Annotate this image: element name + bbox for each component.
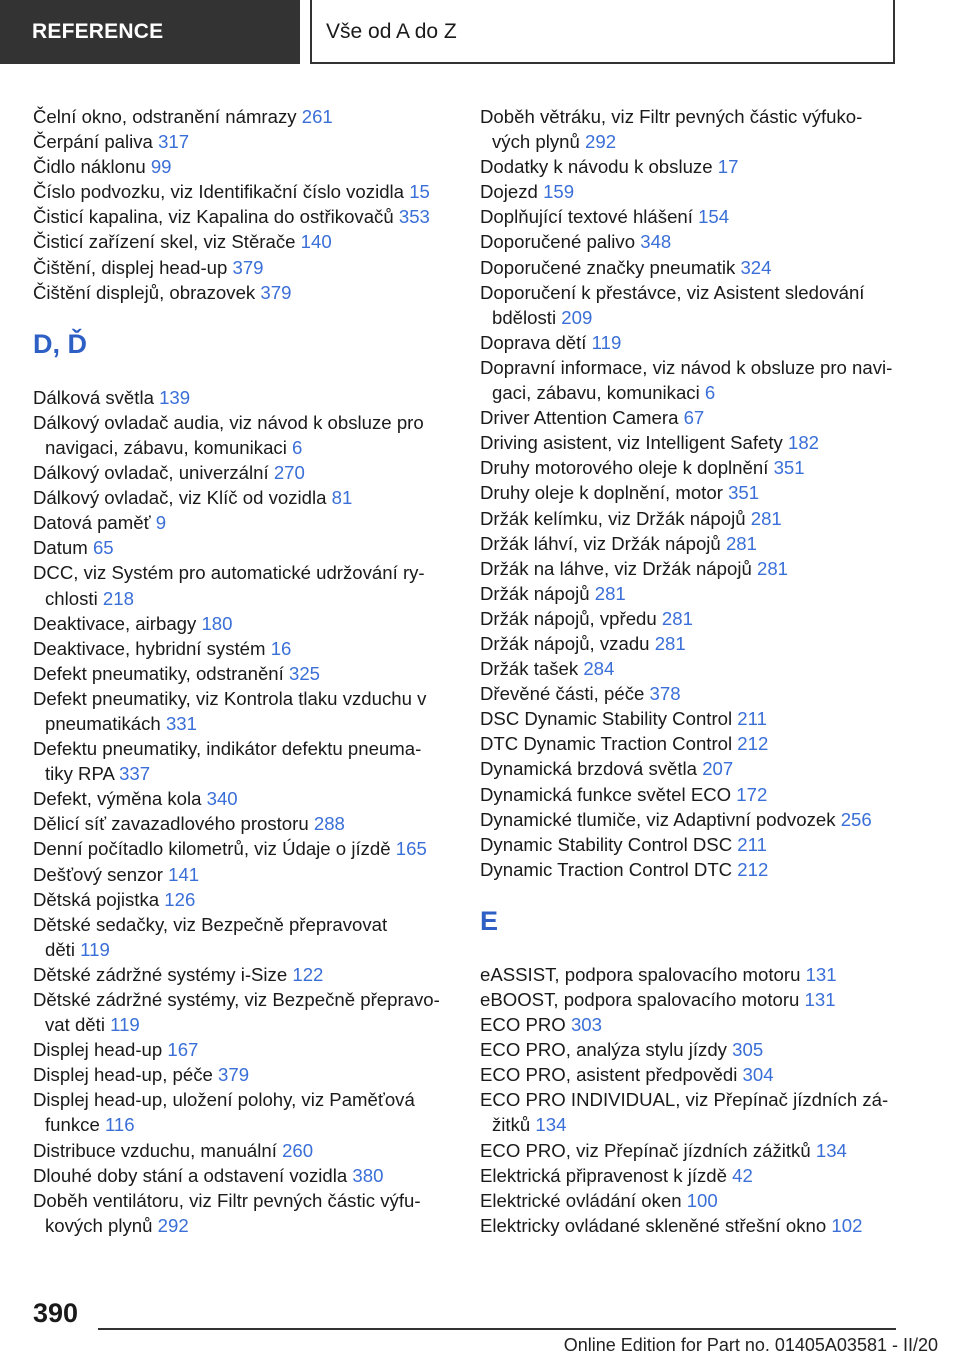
page-reference-link[interactable]: 331	[165, 712, 197, 734]
entry-text-continued: vých plynů	[492, 131, 580, 153]
index-entry	[480, 987, 910, 1012]
page-reference-link[interactable]: 379	[232, 256, 264, 278]
index-entry	[33, 204, 453, 229]
page-reference-link[interactable]: 284	[583, 658, 615, 680]
index-entry	[33, 1037, 453, 1062]
page-reference-link[interactable]: 42	[732, 1164, 753, 1186]
footer-edition: Online Edition for Part no. 01405A03581 - II/20	[563, 1335, 938, 1355]
entry-text: Čisticí zařízení skel, viz Stěrače	[33, 231, 296, 253]
entry-text-continued: chlosti	[45, 587, 98, 609]
index-entry	[480, 631, 910, 656]
entry-text: Dětská pojistka	[33, 888, 160, 910]
entry-text: Displej head-up	[33, 1039, 163, 1061]
index-entry	[480, 606, 910, 631]
page-reference-link[interactable]: 182	[787, 432, 820, 454]
entry-text: Displej head-up, péče	[33, 1064, 213, 1086]
page-reference-link[interactable]: 141	[168, 863, 200, 885]
index-entry	[480, 455, 910, 480]
index-entry	[480, 1012, 910, 1037]
index-entry	[33, 510, 453, 535]
page-reference-link[interactable]: 304	[742, 1064, 774, 1086]
index-entry	[33, 154, 453, 179]
entry-text-continued: žitků	[492, 1114, 531, 1136]
index-entry	[480, 355, 910, 405]
entry-text: Čištění displejů, obrazovek	[33, 281, 256, 303]
index-entry	[480, 229, 910, 254]
page-reference-link[interactable]: 379	[218, 1064, 250, 1086]
entry-group-d-continued	[480, 104, 910, 882]
entry-text-continued: bdělosti	[492, 306, 557, 328]
page-reference-link[interactable]: 211	[737, 708, 767, 730]
page-reference-link[interactable]: 348	[640, 231, 672, 253]
entry-text: Čisticí kapalina, viz Kapalina do ostřikovačů	[33, 206, 394, 228]
index-entry	[33, 636, 453, 661]
entry-text: Dálkový ovladač audia, viz návod k obsluze pro	[33, 411, 424, 433]
page-reference-link[interactable]: 209	[561, 306, 593, 328]
entry-text: Dělicí síť zavazadlového prostoru	[33, 813, 309, 835]
index-entry	[480, 1087, 910, 1137]
page-reference-link[interactable]: 65	[92, 537, 114, 559]
page-reference-link[interactable]: 139	[159, 386, 191, 408]
index-entry	[33, 535, 453, 560]
entry-text-continued: navigaci, zábavu, komunikaci	[45, 436, 287, 458]
page-reference-link[interactable]: 119	[80, 938, 110, 960]
index-entry	[480, 1062, 910, 1087]
entry-text: Dynamická funkce světel ECO	[480, 783, 732, 805]
page-reference-link[interactable]: 261	[301, 106, 333, 127]
page-reference-link[interactable]: 337	[119, 763, 151, 785]
entry-text-continued: děti	[45, 938, 75, 960]
entry-text: Dálkový ovladač, viz Klíč od vozidla	[33, 487, 327, 509]
page-reference-link[interactable]: 281	[756, 557, 789, 579]
index-column-left	[33, 104, 453, 1238]
page-reference-link[interactable]: 99	[150, 156, 172, 178]
index-entry	[33, 255, 453, 280]
page-reference-link[interactable]: 67	[683, 407, 705, 429]
entry-text: DCC, viz Systém pro automatické udržování ry-	[33, 562, 425, 584]
page-reference-link[interactable]: 172	[736, 783, 768, 805]
index-entry	[480, 480, 910, 505]
index-entry	[33, 887, 453, 912]
page-reference-link[interactable]: 317	[158, 131, 190, 153]
entry-text: Dynamic Traction Control DTC	[480, 858, 733, 880]
page-reference-link[interactable]: 16	[270, 637, 292, 659]
index-entry	[480, 1213, 910, 1238]
index-entry	[480, 531, 910, 556]
entry-text: Doporučené značky pneumatik	[480, 256, 736, 278]
page-reference-link[interactable]: 15	[409, 181, 430, 203]
entry-text-continued: funkce	[45, 1114, 100, 1136]
page-reference-link[interactable]: 131	[805, 963, 837, 985]
entry-text: Dojezd	[480, 181, 538, 203]
index-entry	[480, 756, 910, 781]
page-reference-link[interactable]: 340	[206, 788, 238, 810]
page-reference-link[interactable]: 351	[728, 482, 760, 504]
entry-text: Doplňující textové hlášení	[480, 206, 693, 228]
page-reference-link[interactable]: 134	[815, 1139, 847, 1161]
entry-text: Doporučení k přestávce, viz Asistent sledování	[480, 281, 865, 303]
index-entry	[480, 255, 910, 280]
index-entry	[480, 807, 910, 832]
index-entry	[33, 811, 453, 836]
entry-text: Držák tašek	[480, 658, 579, 680]
index-entry	[480, 330, 910, 355]
entry-text: Doběh větráku, viz Filtr pevných částic výfuko-	[480, 106, 863, 127]
page-reference-link[interactable]: 159	[543, 181, 575, 203]
entry-text: Dětské zádržné systémy i-Size	[33, 963, 288, 985]
page-reference-link[interactable]: 17	[717, 156, 739, 178]
index-entry	[480, 731, 910, 756]
page-reference-link[interactable]: 165	[395, 838, 427, 860]
index-entry	[480, 962, 910, 987]
entry-text: Dopravní informace, viz návod k obsluze pro navi-	[480, 356, 893, 378]
index-entry	[480, 832, 910, 857]
entry-text: Dešťový senzor	[33, 863, 163, 885]
index-entry	[33, 460, 453, 485]
entry-text: Dřevěné části, péče	[480, 683, 645, 705]
page-reference-link[interactable]: 9	[155, 512, 167, 534]
page-reference-link[interactable]: 81	[331, 487, 353, 509]
entry-text: ECO PRO, viz Přepínač jízdních zážitků	[480, 1139, 811, 1161]
entry-text: Defekt pneumatiky, odstranění	[33, 662, 284, 684]
index-entry	[33, 280, 453, 305]
index-entry	[480, 179, 910, 204]
index-entry	[33, 385, 453, 410]
index-entry	[33, 686, 453, 736]
page-reference-link[interactable]: 292	[585, 131, 617, 153]
page-reference-link[interactable]: 122	[292, 963, 324, 985]
index-entry	[33, 736, 453, 786]
index-entry	[33, 1163, 453, 1188]
index-entry	[33, 129, 453, 154]
entry-text-continued: gaci, zábavu, komunikaci	[492, 382, 700, 404]
entry-text: Defektu pneumatiky, indikátor defektu pneuma-	[33, 738, 422, 760]
index-entry	[33, 485, 453, 510]
entry-text: Dodatky k návodu k obsluze	[480, 156, 713, 178]
entry-text: Druhy motorového oleje k doplnění	[480, 457, 769, 479]
entry-text: eBOOST, podpora spalovacího motoru	[480, 989, 800, 1010]
page-reference-link[interactable]: 380	[352, 1164, 384, 1186]
entry-text: Denní počítadlo kilometrů, viz Údaje o jízdě	[33, 838, 391, 860]
index-entry	[33, 229, 453, 254]
index-entry	[480, 556, 910, 581]
index-entry	[480, 681, 910, 706]
chapter-title: Vše od A do Z	[310, 0, 895, 64]
page-reference-link[interactable]: 353	[398, 206, 430, 228]
entry-text: Čerpání paliva	[33, 131, 153, 153]
page-reference-link[interactable]: 379	[260, 281, 292, 303]
page-reference-link[interactable]: 211	[737, 833, 767, 855]
index-entry	[33, 410, 453, 460]
page-reference-link[interactable]: 218	[102, 587, 134, 609]
page-reference-link[interactable]: 351	[773, 457, 805, 479]
page-reference-link[interactable]: 292	[157, 1214, 189, 1236]
entry-text: Držák na láhve, viz Držák nápojů	[480, 557, 752, 579]
entry-text: ECO PRO, asistent předpovědi	[480, 1064, 738, 1086]
entry-text: Dynamic Stability Control DSC	[480, 833, 733, 855]
index-entry	[480, 1163, 910, 1188]
page-reference-link[interactable]: 256	[840, 808, 872, 830]
entry-text: Držák láhví, viz Držák nápojů	[480, 532, 721, 554]
entry-group-d	[33, 385, 453, 1238]
entry-text: Driver Attention Camera	[480, 407, 679, 429]
index-entry	[33, 862, 453, 887]
index-entry	[480, 280, 910, 330]
entry-text: Dálková světla	[33, 386, 154, 408]
page-number: 390	[33, 1298, 79, 1328]
entry-text: Dynamické tlumiče, viz Adaptivní podvozek	[480, 808, 836, 830]
index-entry	[33, 560, 453, 610]
entry-text: Držák nápojů	[480, 582, 590, 604]
page-reference-link[interactable]: 6	[704, 382, 716, 404]
page-header	[0, 0, 960, 66]
entry-text: Dynamická brzdová světla	[480, 758, 698, 780]
entry-text: Doprava dětí	[480, 331, 587, 353]
entry-text: eASSIST, podpora spalovacího motoru	[480, 963, 801, 985]
page-reference-link[interactable]: 281	[750, 507, 782, 529]
page-reference-link[interactable]: 305	[732, 1039, 764, 1061]
page-reference-link[interactable]: 167	[167, 1039, 199, 1061]
page-reference-link[interactable]: 100	[686, 1189, 718, 1211]
index-entry	[33, 1087, 453, 1137]
entry-text: Defekt pneumatiky, viz Kontrola tlaku vzduchu v	[33, 687, 427, 709]
index-entry	[480, 405, 910, 430]
index-entry	[480, 1037, 910, 1062]
page-reference-link[interactable]: 180	[201, 612, 233, 634]
index-entry	[33, 1062, 453, 1087]
page-reference-link[interactable]: 154	[698, 206, 730, 228]
page-reference-link[interactable]: 212	[737, 858, 769, 880]
entry-text-continued: vat děti	[45, 1014, 105, 1036]
index-entry	[480, 857, 910, 882]
page-reference-link[interactable]: 324	[740, 256, 772, 278]
entry-text: Deaktivace, airbagy	[33, 612, 197, 634]
entry-text: Elektrické ovládání oken	[480, 1189, 682, 1211]
entry-text: Elektricky ovládané skleněné střešní okno	[480, 1214, 827, 1236]
page-reference-link[interactable]: 119	[110, 1014, 140, 1036]
entry-text: Držák nápojů, vpředu	[480, 607, 657, 629]
page-reference-link[interactable]: 116	[104, 1114, 135, 1136]
page-reference-link[interactable]: 126	[164, 888, 196, 910]
index-entry	[33, 786, 453, 811]
entry-text: Elektrická připravenost k jízdě	[480, 1164, 727, 1186]
index-entry	[480, 204, 910, 229]
entry-text: Doběh ventilátoru, viz Filtr pevných částic výfu-	[33, 1189, 421, 1211]
index-entry	[480, 154, 910, 179]
entry-text: Dlouhé doby stání a odstavení vozidla	[33, 1164, 348, 1186]
entry-text: Dětské zádržné systémy, viz Bezpečně přepravo-	[33, 989, 440, 1010]
page-reference-link[interactable]: 6	[292, 436, 303, 458]
page-reference-link[interactable]: 288	[313, 813, 345, 835]
page-reference-link[interactable]: 281	[661, 607, 693, 629]
entry-text: Čištění, displej head-up	[33, 256, 228, 278]
index-entry	[480, 506, 910, 531]
entry-group-e	[480, 962, 910, 1238]
index-entry	[33, 962, 453, 987]
page-reference-link[interactable]: 140	[300, 231, 332, 253]
index-entry	[480, 782, 910, 807]
entry-text: Datová paměť	[33, 512, 151, 534]
entry-text: Displej head-up, uložení polohy, viz Paměťová	[33, 1089, 415, 1111]
page-reference-link[interactable]: 378	[649, 683, 681, 705]
entry-text: ECO PRO INDIVIDUAL, viz Přepínač jízdních zá-	[480, 1089, 889, 1111]
page-reference-link[interactable]: 281	[654, 632, 686, 654]
page-reference-link[interactable]: 207	[702, 758, 734, 780]
index-column-right	[480, 104, 910, 1238]
page-reference-link[interactable]: 134	[535, 1114, 567, 1136]
page-reference-link[interactable]: 102	[831, 1214, 863, 1236]
page-reference-link[interactable]: 281	[725, 532, 757, 554]
page-reference-link[interactable]: 119	[591, 331, 622, 353]
entry-text: Číslo podvozku, viz Identifikační číslo vozidla	[33, 181, 405, 203]
letter-heading-e: E	[480, 905, 499, 936]
entry-text: Druhy oleje k doplnění, motor	[480, 482, 723, 504]
entry-text: Dětské sedačky, viz Bezpečně přepravovat	[33, 913, 388, 935]
entry-text: Držák kelímku, viz Držák nápojů	[480, 507, 746, 529]
index-entry	[33, 987, 453, 1037]
entry-group-c	[33, 104, 453, 305]
index-entry	[33, 104, 453, 129]
index-entry	[33, 1138, 453, 1163]
index-entry	[33, 836, 453, 861]
page-reference-link[interactable]: 303	[570, 1014, 602, 1036]
entry-text: Dálkový ovladač, univerzální	[33, 462, 269, 484]
entry-text: DSC Dynamic Stability Control	[480, 708, 733, 730]
index-entry	[480, 656, 910, 681]
entry-text: ECO PRO	[480, 1014, 566, 1036]
entry-text: Čelní okno, odstranění námrazy	[33, 106, 297, 127]
entry-text-continued: tiky RPA	[45, 763, 114, 785]
entry-text: Držák nápojů, vzadu	[480, 632, 650, 654]
index-entry	[33, 1188, 453, 1238]
entry-text: Deaktivace, hybridní systém	[33, 637, 266, 659]
index-entry	[480, 706, 910, 731]
index-entry	[33, 661, 453, 686]
page-reference-link[interactable]: 270	[273, 462, 305, 484]
page-reference-link[interactable]: 131	[804, 989, 836, 1010]
entry-text-continued: pneumatikách	[45, 712, 161, 734]
index-entry	[33, 179, 453, 204]
entry-text: ECO PRO, analýza stylu jízdy	[480, 1039, 727, 1061]
page-reference-link[interactable]: 281	[594, 582, 626, 604]
index-entry	[33, 611, 453, 636]
index-entry	[480, 1188, 910, 1213]
letter-heading-d: D, Ď	[33, 328, 87, 359]
index-entry	[480, 104, 910, 154]
page-reference-link[interactable]: 212	[737, 733, 769, 755]
index-entry	[480, 1138, 910, 1163]
entry-text: Defekt, výměna kola	[33, 788, 202, 810]
entry-text: Čidlo náklonu	[33, 156, 146, 178]
entry-text: Doporučené palivo	[480, 231, 636, 253]
entry-text: Driving asistent, viz Intelligent Safety	[480, 432, 783, 454]
entry-text: Distribuce vzduchu, manuální	[33, 1139, 277, 1161]
entry-text: Datum	[33, 537, 88, 559]
index-entry	[480, 430, 910, 455]
page-reference-link[interactable]: 325	[288, 662, 321, 684]
index-entry	[33, 912, 453, 962]
index-entry	[480, 581, 910, 606]
page-reference-link[interactable]: 260	[282, 1139, 314, 1161]
entry-text: DTC Dynamic Traction Control	[480, 733, 733, 755]
section-tab: REFERENCE	[0, 0, 300, 64]
entry-text-continued: kových plynů	[45, 1214, 153, 1236]
